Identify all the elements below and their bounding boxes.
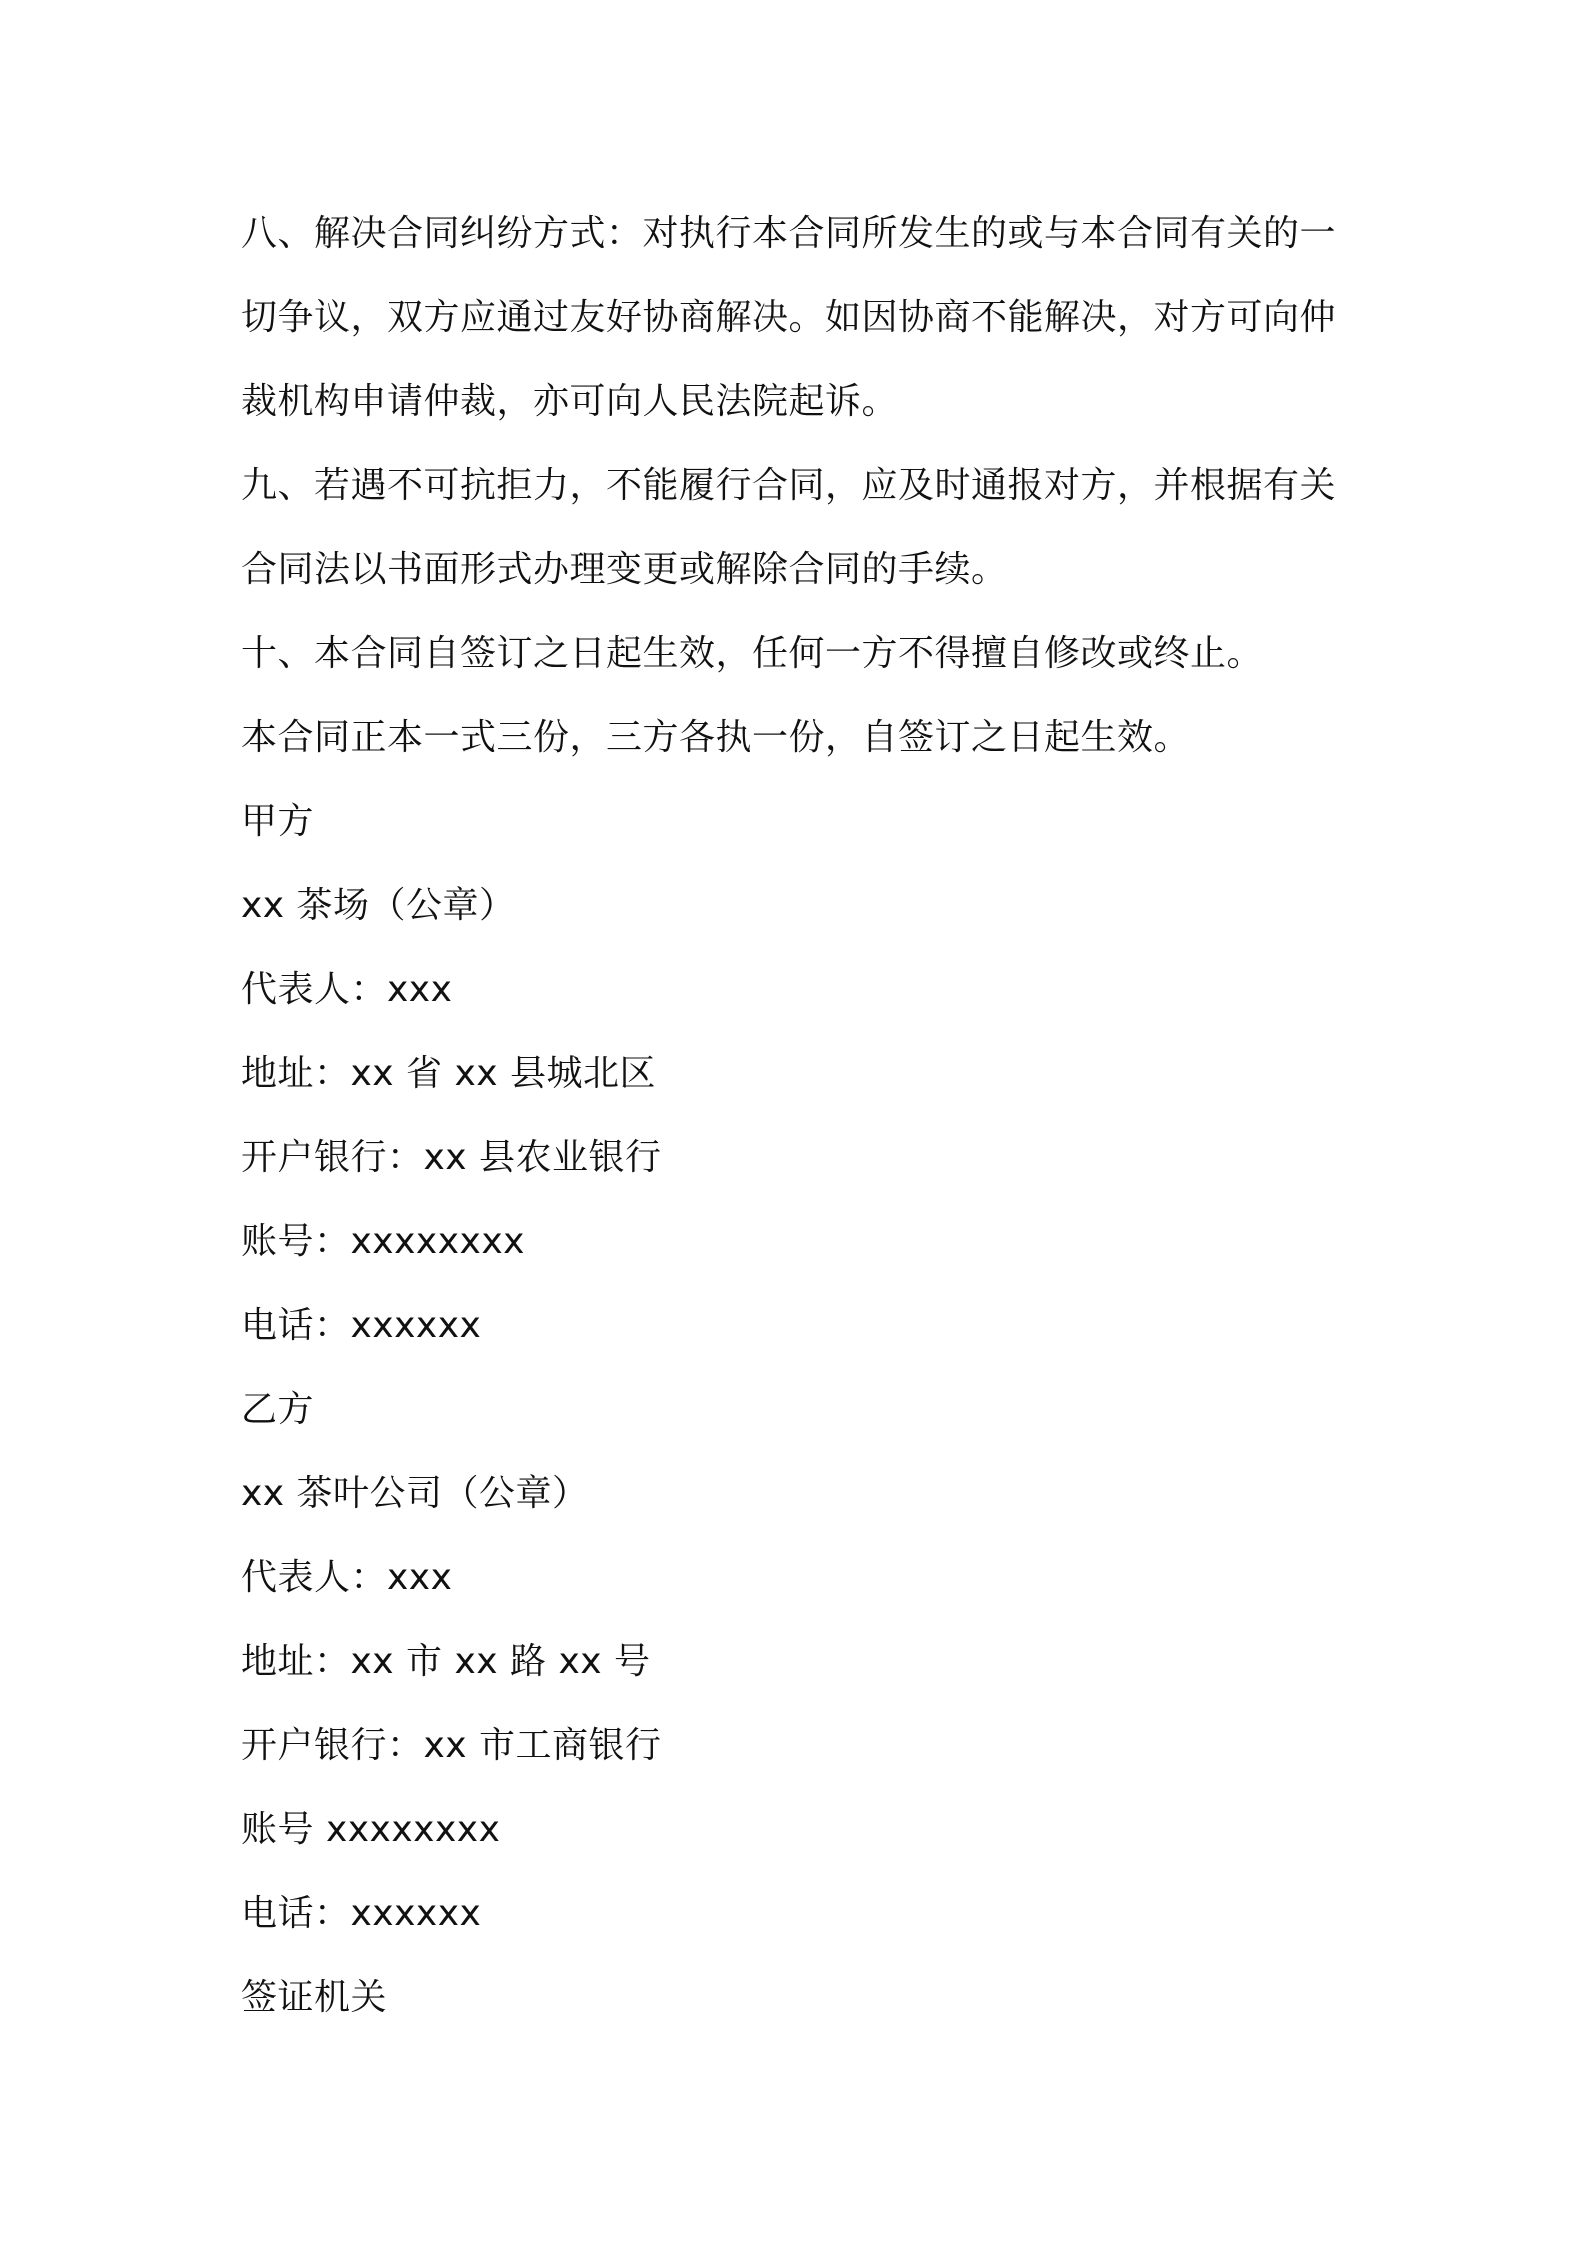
- certifier-label: 签证机关: [241, 1977, 388, 2018]
- clause-10-line-1: 十、本合同自签订之日起生效，任何一方不得擅自修改或终止。: [241, 633, 1264, 674]
- party-b-address: 地址：xx 市 xx 路 xx 号: [241, 1641, 651, 1682]
- clause-9-line-2: 合同法以书面形式办理变更或解除合同的手续。: [241, 549, 1008, 590]
- copies-note: 本合同正本一式三份，三方各执一份，自签订之日起生效。: [241, 717, 1191, 758]
- party-a-name: xx 茶场（公章）: [241, 885, 516, 926]
- clause-9: [241, 444, 1361, 612]
- party-a-address: 地址：xx 省 xx 县城北区: [241, 1053, 657, 1094]
- clause-9-line-1: 九、若遇不可抗拒力，不能履行合同，应及时通报对方，并根据有关: [241, 465, 1337, 506]
- party-a-heading: 甲方: [241, 801, 315, 842]
- party-b-representative: 代表人：xxx: [241, 1557, 453, 1598]
- document-content: [241, 192, 1361, 2040]
- party-b-name: xx 茶叶公司（公章）: [241, 1473, 589, 1514]
- party-b-block: [241, 1368, 1361, 1956]
- party-a-phone: 电话：xxxxxx: [241, 1305, 482, 1346]
- party-a-representative: 代表人：xxx: [241, 969, 453, 1010]
- clause-8-line-1: 八、解决合同纠纷方式：对执行本合同所发生的或与本合同有关的一: [241, 213, 1337, 254]
- clause-8-line-3: 裁机构申请仲裁，亦可向人民法院起诉。: [241, 381, 899, 422]
- clause-8-line-2: 切争议，双方应通过友好协商解决。如因协商不能解决，对方可向仲: [241, 297, 1337, 338]
- party-b-phone: 电话：xxxxxx: [241, 1893, 482, 1934]
- party-a-account: 账号：xxxxxxxx: [241, 1221, 525, 1262]
- clause-8: [241, 192, 1361, 444]
- party-a-block: [241, 780, 1361, 1368]
- party-b-bank: 开户银行：xx 市工商银行: [241, 1725, 662, 1766]
- party-b-heading: 乙方: [241, 1389, 315, 1430]
- party-a-bank: 开户银行：xx 县农业银行: [241, 1137, 662, 1178]
- party-b-account: 账号 xxxxxxxx: [241, 1809, 501, 1850]
- clause-10: [241, 612, 1361, 696]
